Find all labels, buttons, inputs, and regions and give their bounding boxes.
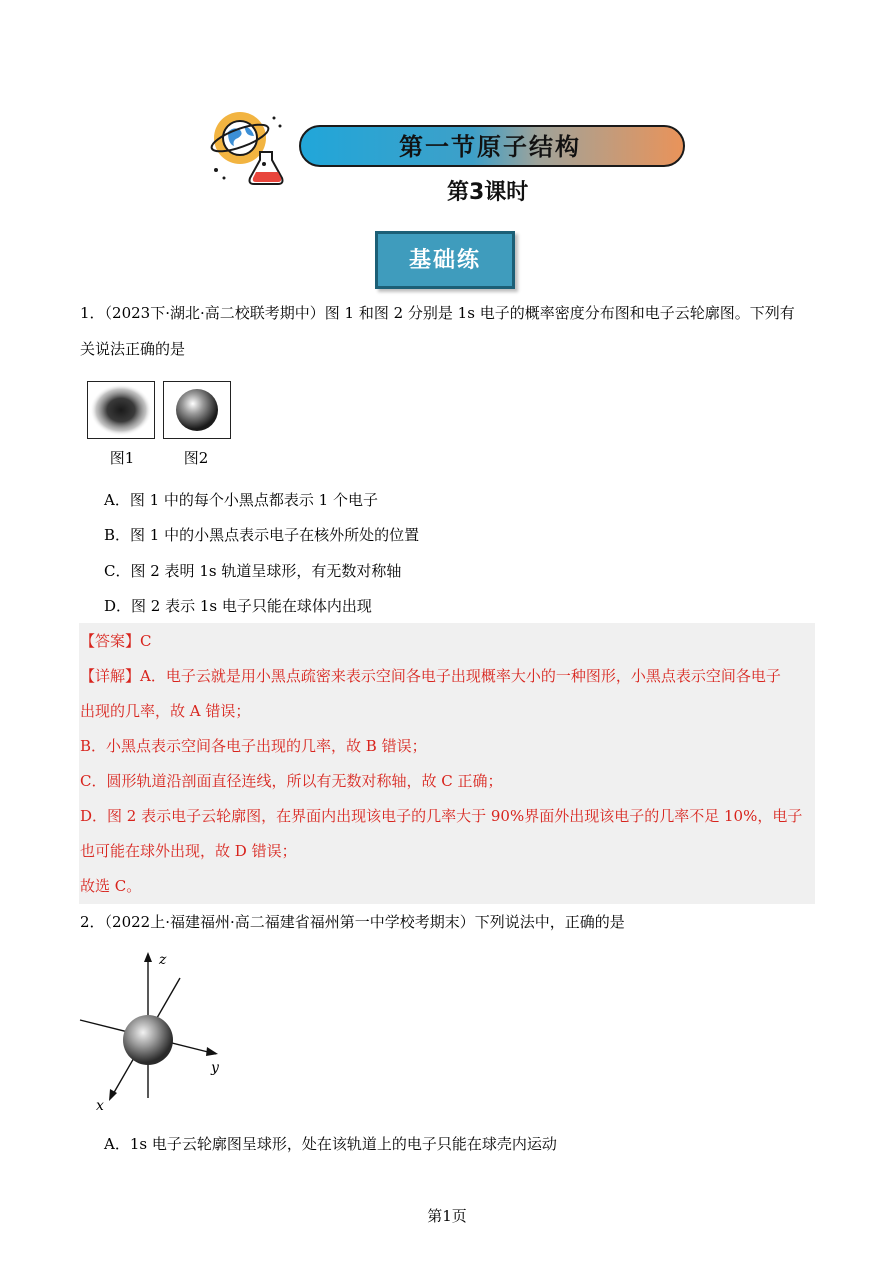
lesson-subtitle: 第3课时 <box>447 180 529 205</box>
q1-option-d: D．图 2 表示 1s 电子只能在球体内出现 <box>104 597 372 615</box>
q2-option-a: A．1s 电子云轮廓图呈球形，处在该轨道上的电子只能在球壳内运动 <box>104 1135 557 1153</box>
figure-2-caption: 图2 <box>183 449 209 467</box>
page-title: 第一节原子结构 <box>399 133 581 161</box>
z-axis-label: z <box>159 952 167 968</box>
figure-3d-axes-sphere <box>78 948 238 1118</box>
q2-stem: 2．（2022上·福建福州·高二福建省福州第一中学校考期末）下列说法中，正确的是 <box>80 913 625 931</box>
chemistry-globe-flask-icon <box>204 108 292 188</box>
figure-2-electron-cloud-sphere <box>163 381 231 439</box>
q1-option-b: B．图 1 中的小黑点表示电子在核外所处的位置 <box>104 526 420 544</box>
q1-stem-line1: 1．（2023下·湖北·高二校联考期中）图 1 和图 2 分别是 1s 电子的概率密度分布图和电子云轮廓图。下列有 <box>80 304 795 322</box>
q1-answer: 【答案】C <box>80 632 152 650</box>
q1-explanation-line: C．圆形轨道沿剖面直径连线，所以有无数对称轴，故 C 正确； <box>80 772 503 790</box>
q1-explanation-line: 故选 C。 <box>80 877 142 895</box>
x-axis-label: x <box>96 1098 104 1114</box>
q1-explanation-line: D．图 2 表示电子云轮廓图，在界面内出现该电子的几率大于 90%界面外出现该电子的几率不足 10%，电子 <box>80 807 803 825</box>
q1-option-c: C．图 2 表明 1s 轨道呈球形，有无数对称轴 <box>104 562 402 580</box>
q1-explanation-line: B．小黑点表示空间各电子出现的几率，故 B 错误； <box>80 737 427 755</box>
figure-1-probability-density <box>87 381 155 439</box>
q1-option-a: A．图 1 中的每个小黑点都表示 1 个电子 <box>104 491 378 509</box>
q1-explanation-line: 【详解】A．电子云就是用小黑点疏密来表示空间各电子出现概率大小的一种图形，小黑点表示空间各电子 <box>80 667 781 685</box>
q1-explanation-line: 出现的几率，故 A 错误； <box>80 702 251 720</box>
q1-explanation-line: 也可能在球外出现，故 D 错误； <box>80 842 297 860</box>
figure-1-caption: 图1 <box>109 449 135 467</box>
section-tag: 基础练 <box>375 231 515 289</box>
y-axis-label: y <box>211 1060 219 1076</box>
q1-stem-line2: 关说法正确的是 <box>80 340 186 358</box>
page-number: 第1页 <box>427 1207 467 1225</box>
